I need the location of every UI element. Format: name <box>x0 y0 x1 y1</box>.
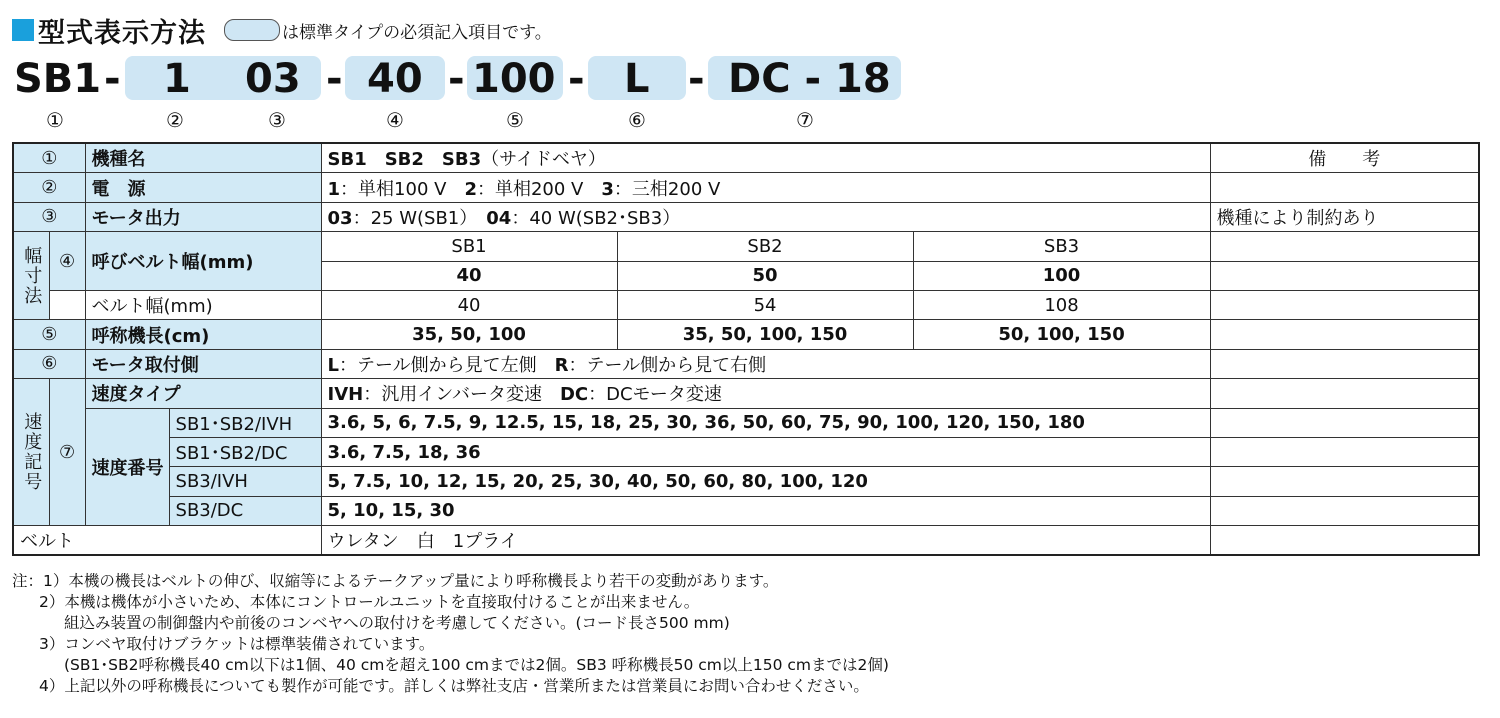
nominal-width-sb1: 40 <box>321 261 617 290</box>
row-number: ① <box>13 143 85 173</box>
model-part-length: 100 <box>472 56 556 102</box>
section-title: 型式表示方法 <box>38 17 206 49</box>
remarks-cell <box>1210 290 1479 319</box>
notes <box>12 571 889 697</box>
model-dash: - <box>448 56 465 102</box>
model-part-power: 1 <box>163 56 191 102</box>
belt-width-sb2: 54 <box>617 290 913 319</box>
table-row <box>13 232 1479 261</box>
motor-side-value: L：テール側から見て左側 R：テール側から見て右側 <box>321 349 1210 378</box>
col-head-sb3: SB3 <box>913 232 1210 261</box>
table-row <box>13 496 1479 525</box>
model-dash: - <box>326 56 343 102</box>
code-number-4: ④ <box>386 108 404 132</box>
row-label: 呼びベルト幅(mm) <box>85 232 321 291</box>
col-head-sb1: SB1 <box>321 232 617 261</box>
model-code <box>0 56 1500 102</box>
model-name-value: SB1 SB2 SB3（サイドベヤ） <box>321 143 1210 173</box>
table-row <box>13 143 1479 173</box>
table-row <box>13 320 1479 349</box>
row-label: ベルト <box>13 526 321 556</box>
model-dash: - <box>568 56 585 102</box>
row-label: 呼称機長(cm) <box>85 320 321 349</box>
speed-type-cell: SB3/DC <box>169 496 321 525</box>
nominal-width-sb3: 100 <box>913 261 1210 290</box>
length-sb1: 35, 50, 100 <box>321 320 617 349</box>
empty-cell <box>49 290 85 319</box>
remarks-header: 備 考 <box>1210 143 1479 173</box>
remarks-cell <box>1210 232 1479 261</box>
remarks-cell <box>1210 437 1479 466</box>
row-label: モータ取付側 <box>85 349 321 378</box>
speed-type-value: IVH：汎用インバータ変速 DC：DCモータ変速 <box>321 379 1210 408</box>
code-number-2: ② <box>166 108 184 132</box>
nominal-width-sb2: 50 <box>617 261 913 290</box>
belt-value: ウレタン 白 1プライ <box>321 526 1210 556</box>
remarks-cell <box>1210 526 1479 556</box>
speed-type-cell: SB1･SB2/IVH <box>169 408 321 437</box>
model-part-motor-side: L <box>624 56 650 102</box>
speed-type-cell: SB1･SB2/DC <box>169 437 321 466</box>
legend-text: は標準タイプの必須記入項目です。 <box>282 22 552 43</box>
belt-width-sb3: 108 <box>913 290 1210 319</box>
length-sb2: 35, 50, 100, 150 <box>617 320 913 349</box>
note-line: 3）コンベヤ取付けブラケットは標準装備されています。 <box>39 635 435 653</box>
speed-values: 5, 7.5, 10, 12, 15, 20, 25, 30, 40, 50, 60, 80, 100, 120 <box>321 467 1210 496</box>
note-line: 2）本機は機体が小さいため、本体にコントロールユニットを直接取付けることが出来ません。 <box>39 593 700 611</box>
motor-output-value: 03：25 W(SB1） 04：40 W(SB2･SB3） <box>321 202 1210 231</box>
speed-number-label: 速度番号 <box>85 408 169 526</box>
note-line: 注：1）本機の機長はベルトの伸び、収縮等によるテークアップ量により呼称機長より若干の変動があります。 <box>12 572 779 590</box>
model-part-width: 40 <box>367 56 423 102</box>
model-part-series: SB1 <box>14 56 102 102</box>
row-label: 電 源 <box>85 173 321 202</box>
row-number: ② <box>13 173 85 202</box>
power-value: 1：単相100 V 2：単相200 V 3：三相200 V <box>321 173 1210 202</box>
row-number: ⑤ <box>13 320 85 349</box>
table-row <box>13 437 1479 466</box>
code-number-5: ⑤ <box>506 108 524 132</box>
code-number-7: ⑦ <box>796 108 814 132</box>
remarks-cell <box>1210 349 1479 378</box>
remarks-cell <box>1210 379 1479 408</box>
row-number: ④ <box>49 232 85 291</box>
table-row <box>13 379 1479 408</box>
speed-values: 5, 10, 15, 30 <box>321 496 1210 525</box>
speed-values: 3.6, 7.5, 18, 36 <box>321 437 1210 466</box>
width-group-label: 幅寸法 <box>13 232 49 320</box>
remarks-cell <box>1210 261 1479 290</box>
speed-group-label: 速度記号 <box>13 379 49 526</box>
table-row <box>13 408 1479 437</box>
remarks-cell <box>1210 320 1479 349</box>
row-label: モータ出力 <box>85 202 321 231</box>
remarks-cell <box>1210 467 1479 496</box>
code-number-6: ⑥ <box>628 108 646 132</box>
remarks-cell <box>1210 408 1479 437</box>
row-number: ⑦ <box>49 379 85 526</box>
length-sb3: 50, 100, 150 <box>913 320 1210 349</box>
table-row <box>13 290 1479 319</box>
table-row <box>13 173 1479 202</box>
table-row <box>13 526 1479 556</box>
model-part-speed: DC - 18 <box>728 56 891 102</box>
remarks-cell: 機種により制約あり <box>1210 202 1479 231</box>
row-label: ベルト幅(mm) <box>85 290 321 319</box>
spec-table <box>12 142 1480 556</box>
speed-values: 3.6, 5, 6, 7.5, 9, 12.5, 15, 18, 25, 30, 36, 50, 60, 75, 90, 100, 120, 150, 180 <box>321 408 1210 437</box>
col-head-sb2: SB2 <box>617 232 913 261</box>
speed-type-cell: SB3/IVH <box>169 467 321 496</box>
row-label: 速度タイプ <box>85 379 321 408</box>
code-number-3: ③ <box>268 108 286 132</box>
table-row <box>13 202 1479 231</box>
row-label: 機種名 <box>85 143 321 173</box>
blue-square-icon <box>12 19 34 41</box>
required-field-legend-swatch <box>224 19 280 41</box>
belt-width-sb1: 40 <box>321 290 617 319</box>
row-number: ③ <box>13 202 85 231</box>
table-row <box>13 349 1479 378</box>
note-line: (SB1･SB2呼称機長40 cm以下は1個、40 cmを超え100 cmまでは2個。SB3 呼称機長50 cm以上150 cmまでは2個) <box>64 656 889 674</box>
remarks-cell <box>1210 173 1479 202</box>
table-row <box>13 467 1479 496</box>
row-number: ⑥ <box>13 349 85 378</box>
code-number-1: ① <box>46 108 64 132</box>
remarks-cell <box>1210 496 1479 525</box>
note-line: 4）上記以外の呼称機長についても製作が可能です。詳しくは弊社支店・営業所または営業員にお問い合わせください。 <box>39 677 869 695</box>
model-dash: - <box>688 56 705 102</box>
note-line: 組込み装置の制御盤内や前後のコンベヤへの取付けを考慮してください。(コード長さ500 mm) <box>64 614 730 632</box>
model-part-output: 03 <box>245 56 301 102</box>
section-header <box>12 12 552 48</box>
model-dash: - <box>104 56 121 102</box>
